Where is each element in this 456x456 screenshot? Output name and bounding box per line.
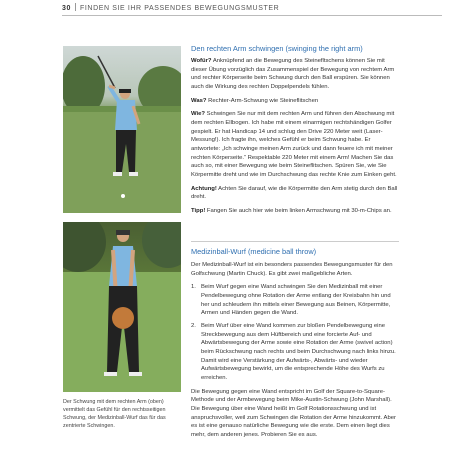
section-right-arm [191,44,399,221]
text-tipp: Fangen Sie auch hier wie beim linken Armschwung mit 30-m-Chips an. [205,207,392,214]
running-header [62,3,442,15]
paragraph-tipp [191,207,399,216]
photo-medicine-ball [63,222,181,392]
section-heading: Medizinball-Wurf (medicine ball throw) [191,247,317,256]
label-wie: Wie? [191,111,206,118]
label-was: Was? [191,97,207,104]
text-was: Rechter-Arm-Schwung wie Steineflitschen [206,97,319,104]
list-number: 1. [191,284,196,291]
page-number: 30 [62,5,71,12]
photo-right-arm-swing [63,46,181,213]
section-heading: Den rechten Arm schwingen (swinging the right arm) [191,44,363,53]
list-item [191,283,399,318]
text-wie: Schwingen Sie nur mit dem rechten Arm und führen den Abschwung mit dem rechten Ellbogen. Ich habe mit einem einarmigen rechtshändigen Golfer gespielt. Er hat Handicap 14 und schlug den Drive 220 Meter weit (Laser-Messung!). Ich fragte ihn, welches Gefühl er beim Schwung habe. Er antwortete: „Ich schwinge meinen Arm zurück und dann feuere ich mit meiner rechten Körperseite.“ Respektable 220 Meter mit einem Arm! Machen Sie das auch so, mit einer Bewegung wie beim Steineflitschen. Spüren Sie, wie Sie Körpermitte dreht und wie im Durchschwung das rechte Knie zum Einken geht. [191,111,397,178]
paragraph-was [191,97,399,106]
photo-caption: Der Schwung mit dem rechten Arm (oben) vermittelt das Gefühl für den rechtsseitigen Schwung, der Medizinball-Wurf das für das zentrierte Schwingen. [63,399,166,430]
section-divider [191,241,399,242]
label-tipp: Tipp! [191,207,206,214]
header-rule [62,15,442,16]
paragraph-achtung [191,185,399,202]
text-achtung: Achten Sie darauf, wie die Körpermitte den Arm stetig durch den Ball dreht. [191,185,398,201]
paragraph-wofuer [191,57,399,92]
header-separator [75,3,76,11]
running-title: FINDEN SIE IHR PASSENDES BEWEGUNGSMUSTER [80,5,280,12]
label-wofuer: Wofür? [191,57,212,64]
numbered-list [191,283,399,382]
section-medicine-ball [191,247,399,445]
text-wofuer: Anknüpfend an die Bewegung des Steinefltschens können Sie mit dieser Übung vorzüglich das Zusammenspiel der Bewegung von rechtem Arm und rechter Körperseite beim Schwung durch den Ball erspüren. Sie können auch die Wirkung des rechten Doppelpendels fühlen. [191,57,395,90]
list-text: Beim Wurf über eine Wand kommen zur bloßen Pendelbewegung eine Streckbewegung aus dem Hüftbereich und eine forcierte Auf- und Abwärtsbewegung der Arme sowie eine Rotation der Arme (swivel action) beim Rückschwung nach rechts und beim Durchschwung nach links hinzu. Damit wird eine Verstärkung der Aufwärts-, Abwärts- und wieder Aufwärtsbewegung bewirkt, um die entsprechende Höhe des Wurfs zu erreichen. [201,322,396,381]
list-item [191,322,399,383]
paragraph-outro: Die Bewegung gegen eine Wand entspricht im Golf der Square-to-Square-Methode und der Armbewegung beim Mike-Austin-Schwung (John Marshall). Die Bewegung über eine Wand heißt im Golf Rotationsschwung und ist anspruchsvoller, weil zum Schwingen die Rotation der Arme hinzukommt. Aber es ist eine genauso natürliche Bewegung wie die erste. Dem einen liegt dies mehr, dem anderen jenes. Probieren Sie es aus. [191,388,396,438]
label-achtung: Achtung! [191,185,217,192]
paragraph-wie [191,110,399,179]
list-number: 2. [191,322,196,329]
list-text: Beim Wurf gegen eine Wand schwingen Sie den Medizinball mit einer Pendelbewegung ohne Rotation der Arme entlang der Kreisbahn hin und her und schleudern ihn mittels einer Bewegung aus Beinen, Körpermitte, Armen und Händen gegen die Wand. [201,284,391,317]
paragraph-intro: Der Medizinball-Wurf ist ein besonders passendes Bewegungsmuster für den Golfschwung (Martin Chuck). Es gibt zwei maßgebliche Arten. [191,261,393,277]
